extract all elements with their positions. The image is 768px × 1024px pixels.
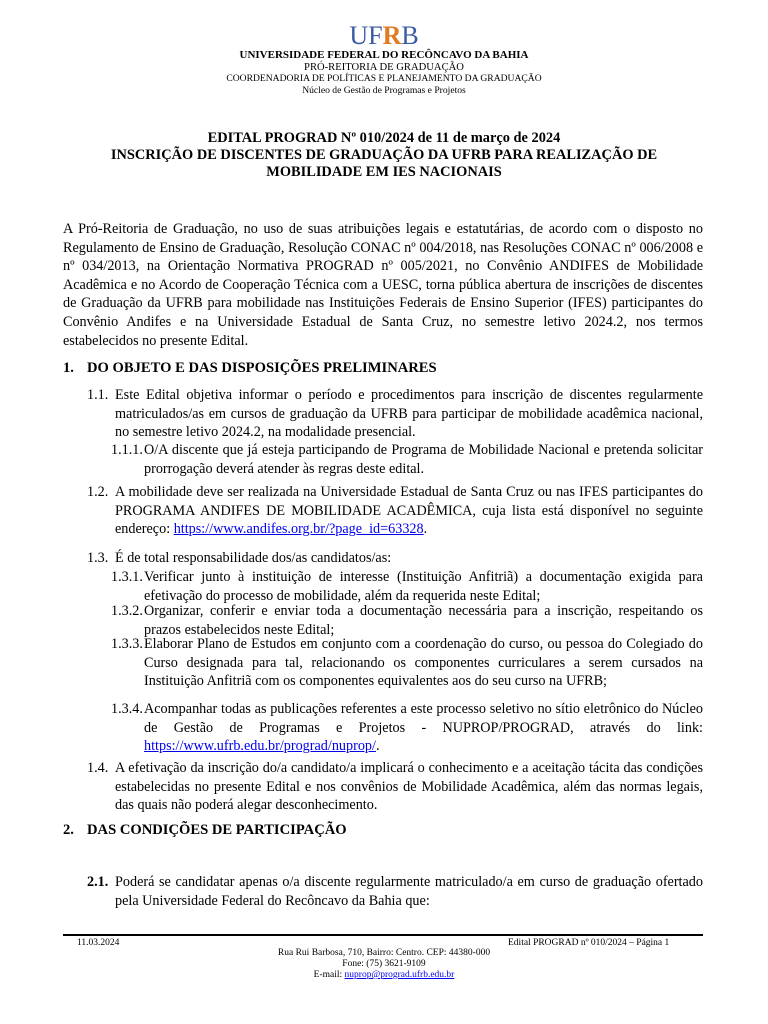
clause-1-3-3	[111, 635, 703, 691]
clause-1-3-2	[111, 602, 703, 639]
footer-email-label: E-mail:	[313, 970, 345, 980]
clause-1-1-1	[111, 441, 703, 478]
logo-mark: R	[382, 21, 402, 50]
andifes-link[interactable]: https://www.andifes.org.br/?page_id=63328	[173, 521, 424, 538]
section-1-title: DO OBJETO E DAS DISPOSIÇÕES PRELIMINARES	[87, 360, 437, 376]
intro-paragraph: A Pró-Reitoria de Graduação, no uso de suas atribuições legais e estatutárias, de acordo com o disposto no Regulamento de Ensino de Graduação, Resolução CONAC nº 004/2018, nas Resoluções CONAC nº 006/2008 e nº 034/2013, na Orientação Normativa PROGRAD nº 005/2021, no Convênio ANDIFES de Mobilidade Acadêmica e no Acordo de Cooperação Técnica com a UESC, torna pública abertura de inscrições de discentes de Graduação da UFRB para mobilidade nas Instituições Federais de Ensino Superior (IFES) participantes do Convênio Andifes e na Universidade Estadual de Santa Cruz, no semestre letivo 2024.2, nos termos estabelecidos no presente Edital.	[63, 221, 703, 349]
clause-1-3-4	[111, 700, 703, 756]
clause-number: 1.3.3.	[111, 636, 143, 652]
clause-number: 1.1.	[87, 387, 109, 403]
footer-contact	[0, 948, 768, 981]
footer-divider	[63, 934, 703, 936]
clause-text-end: .	[375, 738, 380, 755]
clause-1-1	[87, 386, 703, 442]
footer-email-line	[0, 970, 768, 981]
title-line-2: INSCRIÇÃO DE DISCENTES DE GRADUAÇÃO DA UFRB PARA REALIZAÇÃO DE	[110, 147, 658, 163]
section-2-number: 2.	[63, 822, 74, 838]
footer-email-link[interactable]: nuprop@prograd.ufrb.edu.br	[344, 970, 455, 980]
clause-number: 1.1.1.	[111, 442, 143, 458]
clause-number: 1.2.	[87, 484, 109, 500]
clause-text: É de total responsabilidade dos/as candidatos/as:	[115, 550, 392, 566]
clause-number: 2.1.	[87, 874, 109, 890]
clause-text: Organizar, conferir e enviar toda a documentação necessária para a inscrição, respeitando os prazos estabelecidos neste Edital;	[144, 603, 703, 638]
clause-text: Verificar junto à instituição de interesse (Instituição Anfitriã) a documentação exigida para efetivação do processo de mobilidade, além da requerida neste Edital;	[144, 569, 703, 604]
section-2-heading	[63, 822, 347, 839]
clause-text: O/A discente que já esteja participando de Programa de Mobilidade Nacional e pretenda solicitar prorrogação deverá atender às regras deste edital.	[144, 442, 703, 477]
clause-2-1	[87, 873, 703, 910]
university-name: UNIVERSIDADE FEDERAL DO RECÔNCAVO DA BAHIA	[239, 49, 529, 61]
clause-number: 1.3.4.	[111, 701, 143, 717]
nuprop-link[interactable]: https://www.ufrb.edu.br/prograd/nuprop/	[144, 738, 376, 755]
clause-1-3-1	[111, 568, 703, 605]
title-line-3: MOBILIDADE EM IES NACIONAIS	[266, 164, 502, 180]
section-1-number: 1.	[63, 360, 74, 376]
logo-text-left: UF	[349, 21, 383, 50]
clause-text: A mobilidade deve ser realizada na Universidade Estadual de Santa Cruz ou nas IFES participantes do PROGRAMA ANDIFES DE MOBILIDADE ACADÊMICA, cuja lista está disponível no seguinte endereço:	[115, 484, 703, 538]
clause-1-4	[87, 759, 703, 815]
nucleo-name: Núcleo de Gestão de Programas e Projetos	[302, 84, 466, 96]
section-1-heading	[63, 360, 437, 377]
clause-text: Este Edital objetiva informar o período e procedimentos para inscrição de discentes regularmente matriculados/as em cursos de graduação da UFRB para participar de mobilidade acadêmica nacional, no semestre letivo 2024.2, na modalidade presencial.	[115, 387, 703, 441]
clause-1-2	[87, 483, 703, 539]
document-header	[0, 0, 768, 96]
logo-text-right: B	[401, 21, 419, 50]
clause-number: 1.4.	[87, 760, 109, 776]
clause-text: A efetivação da inscrição do/a candidato/a implicará o conhecimento e a aceitação tácita das condições estabelecidas no presente Edital e nos convênios de Mobilidade Acadêmica, além das normas legais, das quais não poderá alegar desconhecimento.	[115, 760, 703, 814]
clause-text-end: .	[423, 521, 428, 538]
footer-page-number: Edital PROGRAD nº 010/2024 – Página 1	[508, 938, 670, 948]
ufrb-logo	[0, 22, 768, 50]
edital-title	[0, 130, 768, 181]
clause-text: Poderá se candidatar apenas o/a discente regularmente matriculado/a em curso de graduação ofertado pela Universidade Federal do Recôncavo da Bahia que:	[115, 874, 703, 909]
clause-number: 1.3.	[87, 550, 109, 566]
proreitoria-name: PRÓ-REITORIA DE GRADUAÇÃO	[304, 61, 464, 73]
clause-1-3	[87, 549, 703, 568]
footer-phone: Fone: (75) 3621-9109	[342, 959, 426, 969]
title-line-1: EDITAL PROGRAD Nº 010/2024 de 11 de março de 2024	[207, 130, 561, 146]
clause-text: Elaborar Plano de Estudos em conjunto com a coordenação do curso, ou pessoa do Colegiado do Curso designada para tal, relacionando os componentes curriculares a serem cursados na Instituição Anfitriã com os componentes equivalentes aos do seu curso na UFRB;	[144, 636, 703, 690]
section-2-title: DAS CONDIÇÕES DE PARTICIPAÇÃO	[87, 822, 347, 838]
footer-address: Rua Rui Barbosa, 710, Bairro: Centro. CEP: 44380-000	[277, 948, 491, 958]
footer-date: 11.03.2024	[77, 938, 120, 948]
clause-text: Acompanhar todas as publicações referentes a este processo seletivo no sítio eletrônico do Núcleo de Gestão de Programas e Projetos - NUPROP/PROGRAD, através do link:	[144, 701, 703, 736]
coordenadoria-name: COORDENADORIA DE POLÍTICAS E PLANEJAMENTO DA GRADUAÇÃO	[226, 73, 542, 84]
clause-number: 1.3.1.	[111, 569, 143, 585]
clause-number: 1.3.2.	[111, 603, 143, 619]
